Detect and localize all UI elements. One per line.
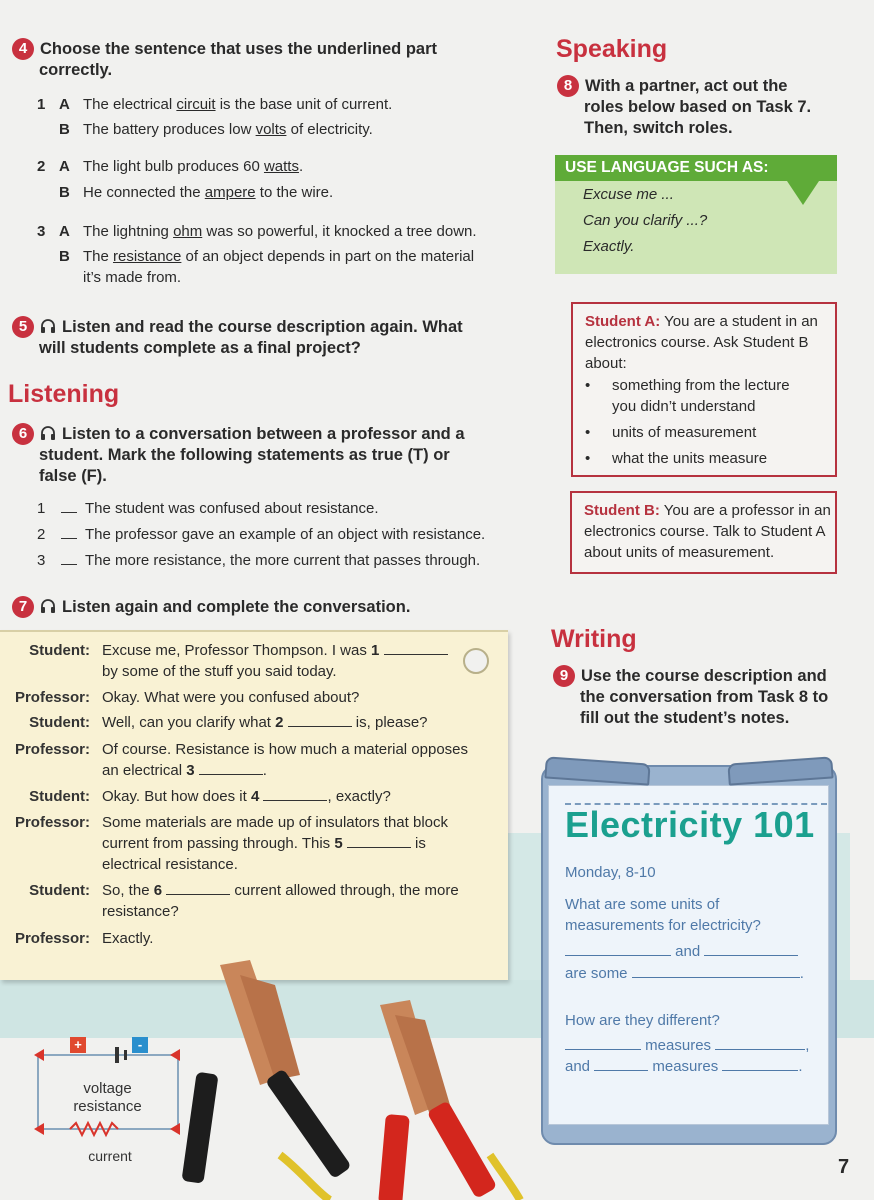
notes-answer-3: measures , bbox=[565, 1035, 827, 1056]
dialogue-line-4: Professor: Of course. Resistance is how much a material opposes an electrical 3 . bbox=[14, 741, 468, 779]
speaking-heading: Speaking bbox=[556, 35, 668, 63]
task6-title: 6 Listen to a conversation between a professor and a student. Mark the following statements as true (T) or false (F). bbox=[12, 423, 512, 487]
bullet-item: • what the units measure bbox=[585, 450, 768, 467]
dialogue-line-8: Professor: Exactly. bbox=[14, 930, 154, 947]
task7-title: 7 Listen again and complete the conversation. bbox=[12, 596, 492, 618]
dialogue-line-7: Student: So, the 6 current allowed through, the more resistance? bbox=[29, 882, 459, 920]
tf-item-3[interactable]: 3 The more resistance, the more current that passes through. bbox=[37, 552, 481, 569]
task-number-badge: 5 bbox=[12, 316, 34, 338]
task9-title: 9 Use the course description and the conversation from Task 8 to fill out the student’s notes. bbox=[553, 665, 863, 729]
answer-blank[interactable] bbox=[384, 641, 448, 655]
task4-item3-a[interactable]: 3 A The lightning ohm was so powerful, it knocked a tree down. bbox=[37, 223, 477, 240]
dialogue-line-2: Professor: Okay. What were you confused about? bbox=[14, 689, 360, 706]
student-b-role-card: Student B: You are a professor in an electronics course. Talk to Student A about units of measurement. bbox=[570, 491, 837, 574]
task5-title: 5 Listen and read the course description again. What will students complete as a final project? bbox=[12, 316, 502, 359]
answer-blank[interactable] bbox=[722, 1058, 798, 1071]
answer-blank[interactable] bbox=[632, 965, 800, 978]
answer-blank[interactable] bbox=[715, 1037, 805, 1050]
task-number-badge: 4 bbox=[12, 38, 34, 60]
headphones-icon bbox=[40, 598, 56, 614]
student-a-role-card: Student A: You are a student in an electronics course. Ask Student B about: • something from the lecture you didn’t understand • units of measurement • what the units measure bbox=[571, 302, 837, 477]
task4-title: 4 Choose the sentence that uses the underlined part correctly. bbox=[12, 38, 492, 81]
answer-blank[interactable] bbox=[565, 943, 671, 956]
tf-item-1[interactable]: 1 The student was confused about resistance. bbox=[37, 500, 379, 517]
notes-title: Electricity 101 bbox=[565, 804, 815, 845]
answer-blank[interactable] bbox=[704, 943, 798, 956]
notes-question-1: What are some units of measurements for electricity? bbox=[565, 896, 761, 934]
use-language-box bbox=[555, 155, 837, 274]
resistance-label: resistance bbox=[73, 1098, 142, 1115]
headphones-icon bbox=[40, 318, 56, 334]
minus-icon: - bbox=[132, 1037, 148, 1053]
notes-answer-1: and bbox=[565, 941, 827, 962]
answer-blank[interactable] bbox=[61, 553, 77, 565]
voltage-label: voltage bbox=[83, 1080, 132, 1097]
notes-answer-4: and measures . bbox=[565, 1058, 803, 1075]
answer-blank[interactable] bbox=[199, 761, 263, 775]
bullet-item: • something from the lecture you didn’t understand bbox=[585, 377, 790, 415]
use-language-header: USE LANGUAGE SUCH AS: bbox=[555, 155, 837, 181]
task-number-badge: 6 bbox=[12, 423, 34, 445]
bullet-item: • units of measurement bbox=[585, 424, 757, 441]
answer-blank[interactable] bbox=[61, 501, 77, 513]
answer-blank[interactable] bbox=[565, 1037, 641, 1050]
phrase-item: Excuse me ... bbox=[583, 186, 674, 203]
writing-heading: Writing bbox=[551, 625, 637, 653]
answer-blank[interactable] bbox=[594, 1058, 648, 1071]
tf-item-2[interactable]: 2 The professor gave an example of an object with resistance. bbox=[37, 526, 486, 543]
task-number-badge: 7 bbox=[12, 596, 34, 618]
task-number-badge: 9 bbox=[553, 665, 575, 687]
task4-item2-a[interactable]: 2 A The light bulb produces 60 watts. bbox=[37, 158, 304, 175]
task4-item2-b[interactable]: B He connected the ampere to the wire. bbox=[59, 184, 334, 201]
dialogue-line-3: Student: Well, can you clarify what 2 is, please? bbox=[29, 714, 428, 731]
headphones-icon bbox=[40, 425, 56, 441]
answer-blank[interactable] bbox=[288, 713, 352, 727]
speech-pointer bbox=[787, 181, 819, 205]
alligator-clips-illustration bbox=[180, 955, 540, 1200]
current-label: current bbox=[88, 1148, 132, 1164]
task8-title: 8 With a partner, act out the roles below based on Task 7. Then, switch roles. bbox=[557, 75, 857, 139]
listening-heading: Listening bbox=[8, 380, 120, 408]
dialogue-line-5: Student: Okay. But how does it 4 , exactly? bbox=[29, 788, 391, 805]
answer-blank[interactable] bbox=[347, 834, 411, 848]
answer-blank[interactable] bbox=[263, 787, 327, 801]
notes-answer-2: are some . bbox=[565, 965, 804, 982]
task-number-badge: 8 bbox=[557, 75, 579, 97]
answer-blank[interactable] bbox=[166, 881, 230, 895]
plus-icon: + bbox=[70, 1037, 86, 1053]
notes-date: Monday, 8-10 bbox=[565, 864, 656, 881]
task4-item3-b[interactable]: B The resistance of an object depends in part on the material it’s made from. bbox=[59, 248, 475, 286]
phrase-item: Exactly. bbox=[583, 238, 635, 255]
page-number: 7 bbox=[838, 1156, 850, 1178]
phrase-item: Can you clarify ...? bbox=[583, 212, 708, 229]
task4-item1-a[interactable]: 1 A The electrical circuit is the base unit of current. bbox=[37, 96, 393, 113]
answer-blank[interactable] bbox=[61, 527, 77, 539]
dialogue-line-6: Professor: Some materials are made up of insulators that block current from passing through. This 5 is electrical resistance. bbox=[14, 814, 449, 873]
task4-item1-b[interactable]: B The battery produces low volts of electricity. bbox=[59, 121, 373, 138]
notes-question-2: How are they different? bbox=[565, 1012, 720, 1029]
dialogue-line-1: Student: Excuse me, Professor Thompson. I was 1 by some of the stuff you said today. bbox=[0, 640, 490, 682]
